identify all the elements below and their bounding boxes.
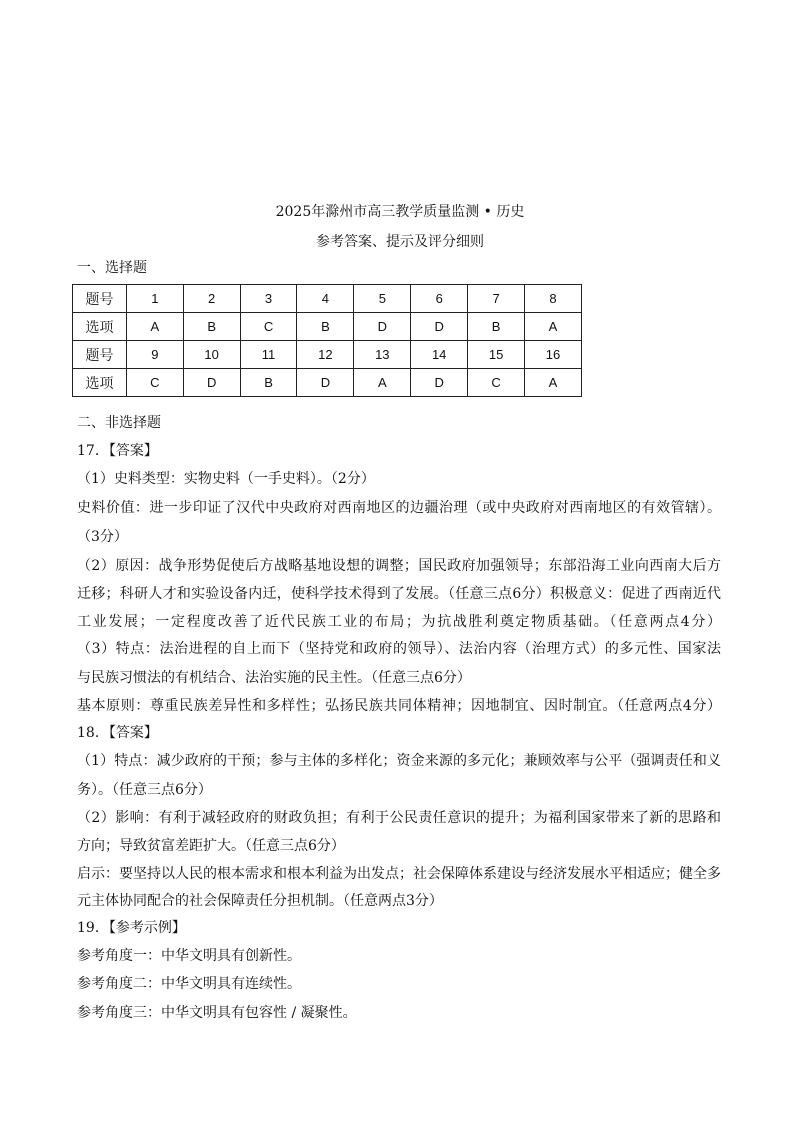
answer-line: 18．【答案】 bbox=[77, 725, 158, 741]
answer-line: 基本原则：尊重民族差异性和多样性；弘扬民族共同体精神；因地制宜、因时制宜。（任意两点4分） bbox=[77, 698, 721, 714]
table-cell: 6 bbox=[411, 285, 468, 313]
table-cell: C bbox=[126, 369, 183, 397]
table-row bbox=[73, 313, 582, 341]
answer-line: （2）原因：战争形势促使后方战略基地设想的调整；国民政府加强领导；东部沿海工业向西南大后方 bbox=[77, 558, 721, 574]
table-cell: D bbox=[411, 369, 468, 397]
answer-line: 务）。（任意三点6分） bbox=[77, 782, 212, 798]
table-cell: 4 bbox=[297, 285, 354, 313]
answer-line: （1）史料类型：实物史料（一手史料）。（2分） bbox=[77, 471, 375, 487]
table-cell: 3 bbox=[240, 285, 297, 313]
table-cell: 8 bbox=[525, 285, 582, 313]
answer-line: 与民族习惯法的有机结合、法治实施的民主性。（任意三点6分） bbox=[77, 670, 471, 686]
answer-line: 元主体协同配合的社会保障责任分担机制。（任意两点3分） bbox=[77, 893, 443, 909]
answer-line: 启示：要坚持以人民的根本需求和根本利益为出发点；社会保障体系建设与经济发展水平相适应；健全多 bbox=[77, 866, 721, 882]
section-heading-choice: 一、选择题 bbox=[77, 260, 147, 276]
answer-line: （1）特点：减少政府的干预；参与主体的多样化；资金来源的多元化；兼顾效率与公平（强调责任和义 bbox=[77, 753, 721, 769]
table-cell: 15 bbox=[468, 341, 525, 369]
table-cell: D bbox=[183, 369, 240, 397]
answer-line: 17．【答案】 bbox=[77, 443, 158, 459]
table-cell: 7 bbox=[468, 285, 525, 313]
answer-line: 迁移；科研人才和实验设备内迁，使科学技术得到了发展。（任意三点6分）积极意义：促进了西南近代 bbox=[77, 586, 721, 602]
row-label: 选项 bbox=[73, 313, 127, 341]
table-cell: B bbox=[297, 313, 354, 341]
table-cell: B bbox=[468, 313, 525, 341]
table-cell: A bbox=[525, 313, 582, 341]
table-cell: 13 bbox=[354, 341, 411, 369]
table-cell: D bbox=[354, 313, 411, 341]
answer-line: （3）特点：法治进程的自上而下（坚持党和政府的领导）、法治内容（治理方式）的多元性、国家法 bbox=[77, 641, 721, 657]
table-cell: 2 bbox=[183, 285, 240, 313]
table-row bbox=[73, 341, 582, 369]
answer-line: 参考角度一：中华文明具有创新性。 bbox=[77, 948, 301, 964]
answer-line: 19．【参考示例】 bbox=[77, 920, 186, 936]
answer-line: （2）影响：有利于减轻政府的财政负担；有利于公民责任意识的提升；为福利国家带来了新的思路和 bbox=[77, 810, 721, 826]
section-heading-nonchoice: 二、非选择题 bbox=[77, 415, 161, 431]
answer-line: 方向；导致贫富差距扩大。（任意三点6分） bbox=[77, 838, 345, 854]
table-row bbox=[73, 285, 582, 313]
table-cell: 10 bbox=[183, 341, 240, 369]
table-cell: B bbox=[240, 369, 297, 397]
document-title: 2025年滁州市高三教学质量监测 • 历史 bbox=[275, 204, 525, 220]
table-cell: 14 bbox=[411, 341, 468, 369]
table-cell: 16 bbox=[525, 341, 582, 369]
answer-table bbox=[72, 284, 582, 397]
answer-line: 参考角度三：中华文明具有包容性 / 凝聚性。 bbox=[77, 1005, 357, 1021]
answer-line: 史料价值：进一步印证了汉代中央政府对西南地区的边疆治理（或中央政府对西南地区的有效管辖）。 bbox=[77, 500, 721, 516]
document-subtitle: 参考答案、提示及评分细则 bbox=[316, 234, 484, 250]
table-cell: A bbox=[525, 369, 582, 397]
table-cell: 5 bbox=[354, 285, 411, 313]
table-row bbox=[73, 369, 582, 397]
table-cell: B bbox=[183, 313, 240, 341]
answer-line: （3分） bbox=[77, 529, 128, 545]
table-cell: A bbox=[354, 369, 411, 397]
answer-line: 参考角度二：中华文明具有连续性。 bbox=[77, 976, 301, 992]
row-label: 题号 bbox=[73, 341, 127, 369]
table-cell: A bbox=[126, 313, 183, 341]
table-cell: C bbox=[240, 313, 297, 341]
table-cell: D bbox=[411, 313, 468, 341]
table-cell: 9 bbox=[126, 341, 183, 369]
table-cell: D bbox=[297, 369, 354, 397]
answer-line: 工业发展；一定程度改善了近代民族工业的布局；为抗战胜利奠定物质基础。（任意两点4分） bbox=[77, 614, 721, 630]
table-cell: C bbox=[468, 369, 525, 397]
table-cell: 11 bbox=[240, 341, 297, 369]
row-label: 题号 bbox=[73, 285, 127, 313]
row-label: 选项 bbox=[73, 369, 127, 397]
table-cell: 12 bbox=[297, 341, 354, 369]
table-cell: 1 bbox=[126, 285, 183, 313]
